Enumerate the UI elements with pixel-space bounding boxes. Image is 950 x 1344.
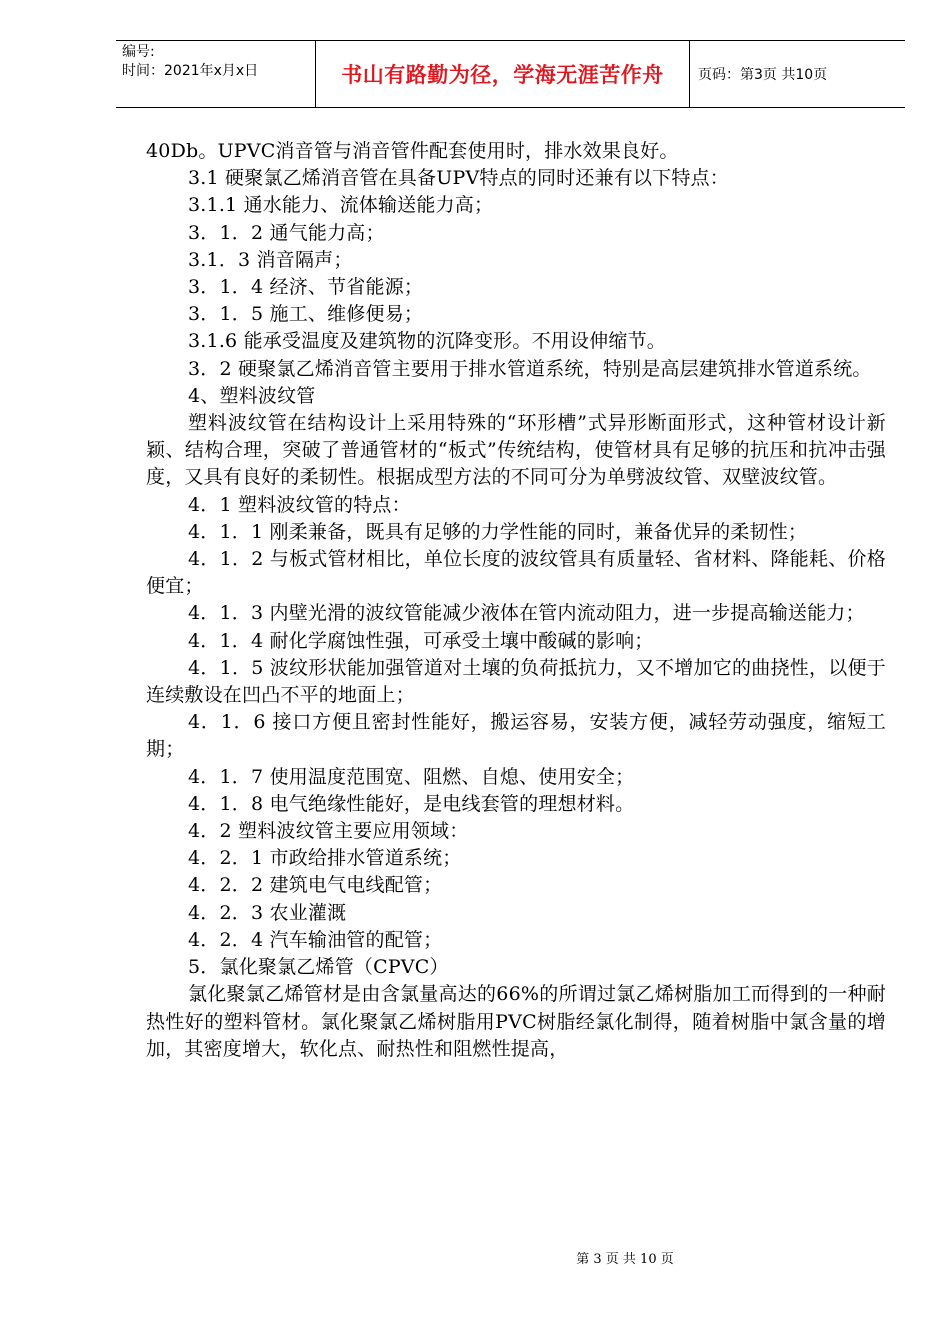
footer-page-number: 第 3 页 共 10 页 (576, 1252, 674, 1267)
paragraph: 4．1．3 内壁光滑的波纹管能减少液体在管内流动阻力，进一步提高输送能力； (188, 602, 865, 625)
paragraph: 4．1．7 使用温度范围宽、阻燃、自熄、使用安全； (188, 765, 635, 788)
paragraph: 4．1．2 与板式管材相比，单位长度的波纹管具有质量轻、省材料、降能耗、价格便宜； (146, 548, 886, 598)
paragraph: 4．2 塑料波纹管主要应用领域： (188, 820, 469, 843)
paragraph: 3.1.1 通水能力、流体输送能力高； (188, 194, 494, 217)
paragraph: 3．2 硬聚氯乙烯消音管主要用于排水管道系统，特别是高层建筑排水管道系统。 (188, 357, 872, 380)
header-page-cell (690, 41, 905, 107)
paragraph: 4．1．6 接口方便且密封性能好，搬运容易，安装方便，减轻劳动强度，缩短工期； (146, 711, 886, 761)
time-label: 时间：2021年x月x日 (122, 63, 259, 79)
page-footer (0, 1248, 950, 1267)
header-motto-cell (316, 41, 690, 107)
section-heading: 4、塑料波纹管 (188, 384, 316, 407)
document-body (146, 138, 886, 1063)
code-label: 编号: (122, 44, 155, 60)
paragraph: 4．1 塑料波纹管的特点： (188, 493, 411, 516)
paragraph: 3．1．4 经济、节省能源； (188, 276, 424, 299)
section-heading: 5．氯化聚氯乙烯管（CPVC） (188, 956, 449, 979)
paragraph: 3.1．3 消音隔声； (188, 248, 353, 271)
paragraph: 4．2．1 市政给排水管道系统； (188, 847, 462, 870)
paragraph: 氯化聚氯乙烯管材是由含氯量高达的66%的所谓过氯乙烯树脂加工而得到的一种耐热性好的塑料管材。氯化聚氯乙烯树脂用PVC树脂经氯化制得，随着树脂中氯含量的增加，其密度增大，软化点、耐热性和阻燃性提高， (146, 983, 886, 1060)
paragraph: 3.1.6 能承受温度及建筑物的沉降变形。不用设伸缩节。 (188, 330, 666, 353)
paragraph: 3.1 硬聚氯乙烯消音管在具备UPV特点的同时还兼有以下特点： (188, 167, 729, 190)
paragraph: 4．1．5 波纹形状能加强管道对土壤的负荷抵抗力，又不增加它的曲挠性，以便于连续敷设在凹凸不平的地面上； (146, 656, 886, 707)
paragraph: 40Db。UPVC消音管与消音管件配套使用时，排水效果良好。 (146, 140, 679, 162)
header-meta (116, 41, 316, 107)
page-header (116, 40, 905, 108)
paragraph: 塑料波纹管在结构设计上采用特殊的“环形槽”式异形断面形式，这种管材设计新颖、结构合理，突破了普通管材的“板式”传统结构，使管材具有足够的抗压和抗冲击强度，又具有良好的柔韧性。根据成型方法的不同可分为单劈波纹管、双壁波纹管。 (146, 412, 886, 489)
page-number-label: 页码：第3页 共10页 (698, 67, 828, 83)
paragraph: 4．1．4 耐化学腐蚀性强，可承受土壤中酸碱的影响； (188, 629, 654, 652)
paragraph: 4．2．4 汽车输油管的配管； (188, 928, 443, 951)
paragraph: 4．1．1 刚柔兼备，既具有足够的力学性能的同时，兼备优异的柔韧性； (188, 520, 808, 543)
paragraph: 3．1．2 通气能力高； (188, 221, 385, 244)
paragraph: 4．1．8 电气绝缘性能好，是电线套管的理想材料。 (188, 792, 635, 815)
paragraph: 4．2．2 建筑电气电线配管； (188, 874, 443, 897)
motto-text: 书山有路勤为径，学海无涯苦作舟 (341, 63, 664, 87)
paragraph: 4．2．3 农业灌溉 (188, 901, 347, 924)
paragraph: 3．1．5 施工、维修便易； (188, 303, 424, 326)
